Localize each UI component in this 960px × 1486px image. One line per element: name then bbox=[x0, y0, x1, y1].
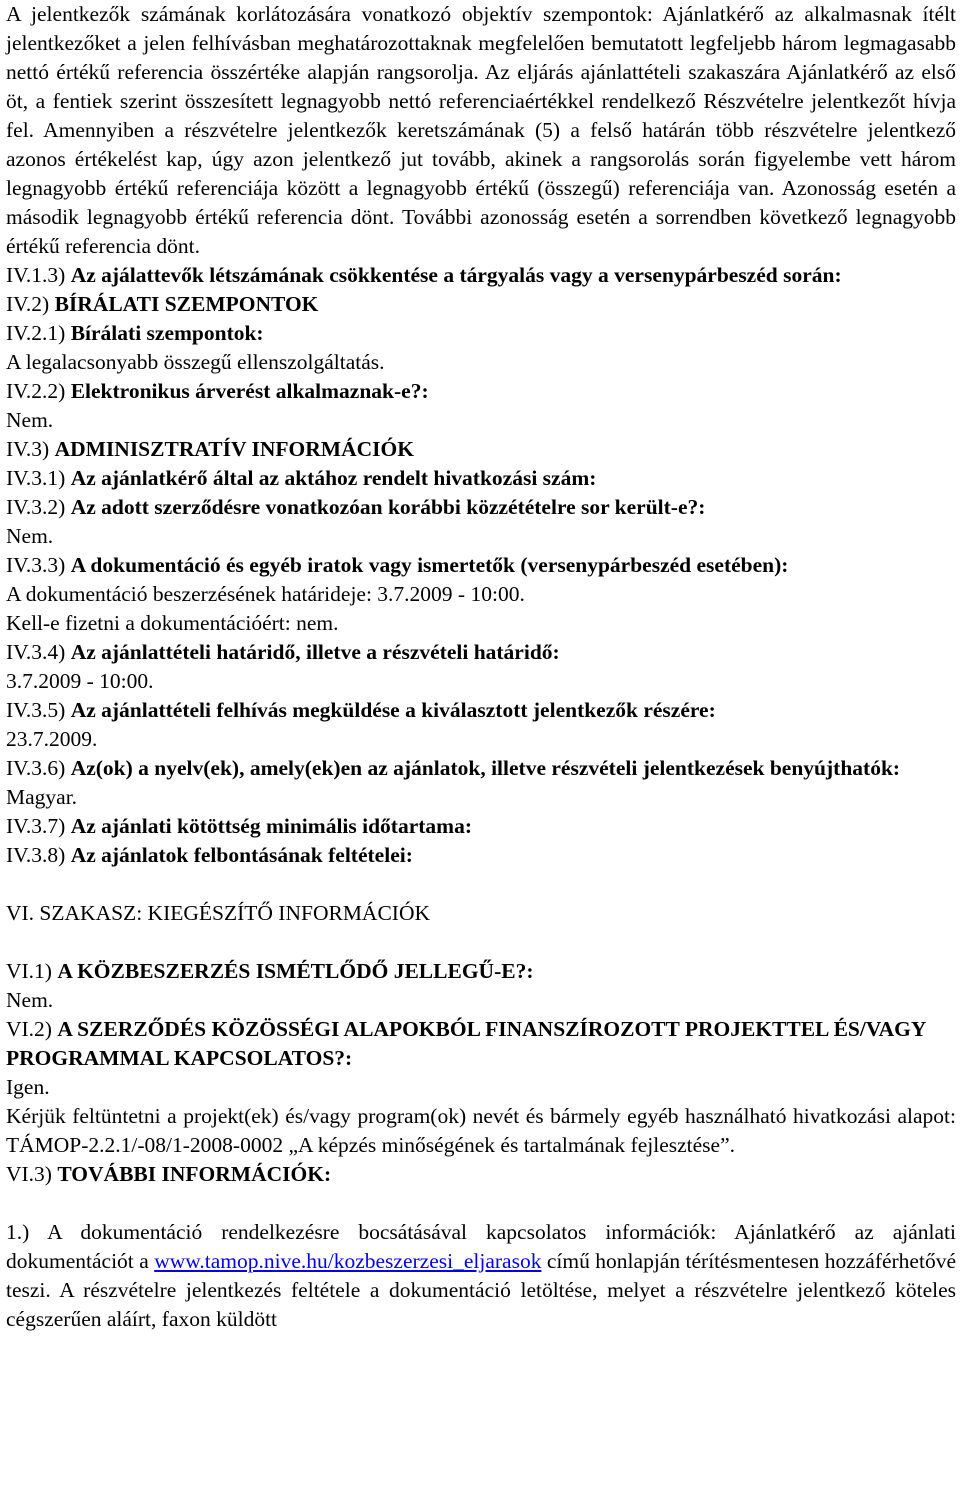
final-text-after: című honlapján térítésmentesen hozzáférhetővé teszi. A részvételre jelentkezés feltétele a dokumentáció letöltése, melyet a részvételre jelentkező köteles cégszerűen aláírt, faxon küldött bbox=[6, 1249, 956, 1331]
section-value: 23.7.2009. bbox=[6, 727, 98, 751]
section-vi-heading: VI. SZAKASZ: KIEGÉSZÍTŐ INFORMÁCIÓK bbox=[6, 901, 431, 925]
section-title: BÍRÁLATI SZEMPONTOK bbox=[54, 292, 319, 316]
section-title: Az ajánlatkérő által az aktához rendelt hivatkozási szám: bbox=[70, 466, 597, 490]
section-number: IV.3.5) bbox=[6, 698, 71, 722]
section-number: VI.1) bbox=[6, 959, 58, 983]
section-title: Bírálati szempontok: bbox=[70, 321, 264, 345]
section-value: Igen. bbox=[6, 1075, 50, 1099]
section-value: 3.7.2009 - 10:00. bbox=[6, 669, 154, 693]
section-vi-1 bbox=[6, 957, 956, 986]
section-number: IV.3.4) bbox=[6, 640, 71, 664]
section-number: IV.3) bbox=[6, 437, 55, 461]
section-iv-2-2 bbox=[6, 377, 956, 406]
section-number: IV.3.2) bbox=[6, 495, 71, 519]
section-iv-3-6 bbox=[6, 754, 956, 783]
section-number: IV.1.3) bbox=[6, 263, 71, 287]
section-value: Nem. bbox=[6, 524, 54, 548]
section-iv-2-1 bbox=[6, 319, 956, 348]
document-page bbox=[6, 0, 956, 1334]
section-number: IV.3.8) bbox=[6, 843, 71, 867]
section-vi-2 bbox=[6, 1015, 956, 1073]
section-number: IV.2) bbox=[6, 292, 55, 316]
section-title: Az ajánlati kötöttség minimális időtartama: bbox=[70, 814, 472, 838]
section-value: Nem. bbox=[6, 988, 54, 1012]
section-title: A dokumentáció és egyéb iratok vagy ismertetők (versenypárbeszéd esetében): bbox=[70, 553, 789, 577]
final-paragraph bbox=[6, 1218, 956, 1334]
section-value: A legalacsonyabb összegű ellenszolgáltatás. bbox=[6, 350, 385, 374]
section-title: A KÖZBESZERZÉS ISMÉTLŐDŐ JELLEGŰ-E?: bbox=[57, 959, 534, 983]
section-value: A dokumentáció beszerzésének határideje: 3.7.2009 - 10:00. bbox=[6, 582, 525, 606]
section-value: Kell-e fizetni a dokumentációért: nem. bbox=[6, 611, 339, 635]
final-text-before: 1.) A dokumentáció rendelkezésre bocsátásával kapcsolatos információk: Ajánlatkérő az ajánlati dokumentációt a bbox=[6, 1220, 956, 1273]
section-title: Az ajánlattételi felhívás megküldése a kiválasztott jelentkezők részére: bbox=[70, 698, 716, 722]
section-title: TOVÁBBI INFORMÁCIÓK: bbox=[57, 1162, 332, 1186]
section-title: Az ajánlatok felbontásának feltételei: bbox=[70, 843, 413, 867]
section-number: VI.2) bbox=[6, 1017, 58, 1041]
section-number: IV.3.3) bbox=[6, 553, 71, 577]
section-iv-3-5 bbox=[6, 696, 956, 725]
section-vi-3 bbox=[6, 1160, 956, 1189]
section-value: Magyar. bbox=[6, 785, 78, 809]
section-iv-3-1 bbox=[6, 464, 956, 493]
section-detail: Kérjük feltüntetni a projekt(ek) és/vagy program(ok) nevét és bármely egyéb használható hivatkozási alapot: TÁMOP-2.2.1/-08/1-2008-0002 „A képzés minőségének és tartalmának fejlesztése”. bbox=[6, 1104, 956, 1157]
section-iv-3-8 bbox=[6, 841, 956, 870]
section-iv-3-4 bbox=[6, 638, 956, 667]
section-title: A SZERZŐDÉS KÖZÖSSÉGI ALAPOKBÓL FINANSZÍROZOTT PROJEKTTEL ÉS/VAGY PROGRAMMAL KAPCSOLATOS?: bbox=[6, 1017, 926, 1070]
section-number: IV.3.1) bbox=[6, 466, 71, 490]
tamop-link[interactable]: www.tamop.nive.hu/kozbeszerzesi_eljarasok bbox=[154, 1249, 542, 1273]
section-iv-3-7 bbox=[6, 812, 956, 841]
section-number: IV.2.2) bbox=[6, 379, 71, 403]
section-iv-3-3 bbox=[6, 551, 956, 580]
section-title: Elektronikus árverést alkalmaznak-e?: bbox=[70, 379, 429, 403]
section-title: ADMINISZTRATÍV INFORMÁCIÓK bbox=[54, 437, 414, 461]
section-number: IV.2.1) bbox=[6, 321, 71, 345]
section-title: Az(ok) a nyelv(ek), amely(ek)en az ajánlatok, illetve részvételi jelentkezések benyújthatók: bbox=[70, 756, 901, 780]
section-iv-1-3 bbox=[6, 261, 956, 290]
section-title: Az ajálattevők létszámának csökkentése a tárgyalás vagy a versenypárbeszéd során: bbox=[70, 263, 842, 287]
section-iv-3-2 bbox=[6, 493, 956, 522]
section-number: IV.3.6) bbox=[6, 756, 71, 780]
section-title: Az ajánlattételi határidő, illetve a részvételi határidő: bbox=[70, 640, 560, 664]
section-number: IV.3.7) bbox=[6, 814, 71, 838]
section-value: Nem. bbox=[6, 408, 54, 432]
section-number: VI.3) bbox=[6, 1162, 58, 1186]
section-title: Az adott szerződésre vonatkozóan korábbi közzétételre sor került-e?: bbox=[70, 495, 706, 519]
intro-paragraph: A jelentkezők számának korlátozására vonatkozó objektív szempontok: Ajánlatkérő az alkalmasnak ítélt jelentkezőket a jelen felhívásban meghatározottaknak megfelelően bemutatott legfeljebb három legmagasabb nettó értékű referencia összértéke alapján rangsorolja. Az eljárás ajánlattételi szakaszára Ajánlatkérő az első öt, a fentiek szerint összesített legnagyobb nettó referenciaértékkel rendelkező Részvételre jelentkezőt hívja fel. Amennyiben a részvételre jelentkezők keretszámának (5) a felső határán több részvételre jelentkező azonos értékelést kap, úgy azon jelentkező jut tovább, akinek a rangsorolás során figyelembe vett három legnagyobb értékű referenciája között a legnagyobb értékű (összegű) referenciája van. Azonosság esetén a második legnagyobb értékű referencia dönt. További azonosság esetén a sorrendben következő legnagyobb értékű referencia dönt. bbox=[6, 2, 956, 258]
section-iv-3 bbox=[6, 435, 956, 464]
section-iv-2 bbox=[6, 290, 956, 319]
